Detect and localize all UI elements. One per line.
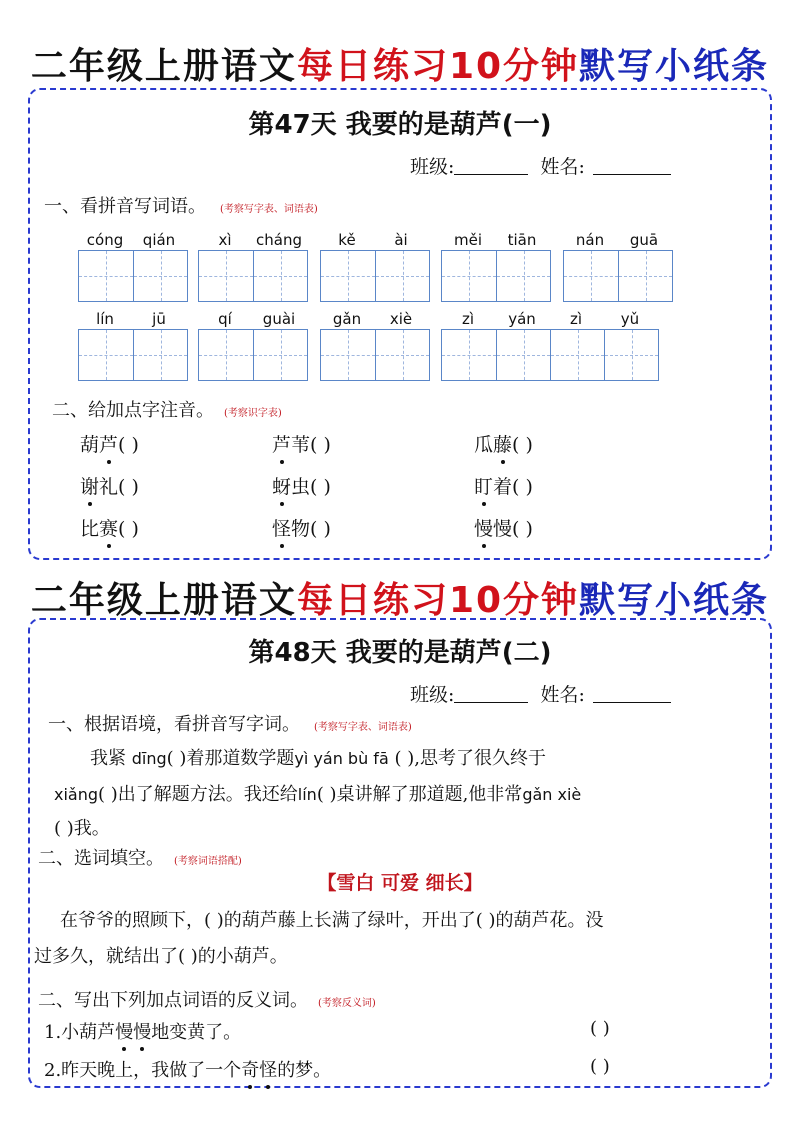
pinyin: cóng: [86, 231, 124, 249]
antonym-answer-1[interactable]: ( ): [590, 1018, 610, 1039]
writing-grid[interactable]: [78, 250, 188, 302]
banner-title-1: [0, 38, 800, 89]
banner-part-3: 默写小纸条: [579, 580, 770, 621]
fill-line-2[interactable]: 过多久，就结出了( )的小葫芦。: [34, 946, 288, 967]
phonetic-item[interactable]: 怪物( ): [272, 514, 331, 541]
section-1-heading: [48, 710, 412, 736]
pinyin: guā: [629, 231, 659, 249]
section-label: 二、选词填空。: [38, 848, 164, 869]
banner-title-2: [0, 572, 800, 623]
banner-part-2: 每日练习10分钟: [296, 46, 580, 87]
worksheet-day48: [28, 618, 772, 1088]
pinyin: qí: [218, 310, 232, 328]
phonetic-item[interactable]: 蚜虫( ): [272, 472, 331, 499]
writing-grid[interactable]: [320, 329, 430, 381]
section-note: (考察写字表、词语表): [220, 204, 318, 215]
pinyin: tiān: [507, 231, 537, 249]
worksheet-day47: [28, 88, 772, 560]
pinyin: cháng: [256, 231, 302, 249]
section-3-heading: [38, 986, 376, 1012]
section-note: (考察反义词): [318, 998, 376, 1009]
class-label: 班级:: [410, 684, 455, 706]
pinyin: nán: [575, 231, 605, 249]
context-line-2[interactable]: xiǎng( )出了解题方法。我还给lín( )桌讲解了那道题,他非常gǎn xiè: [54, 784, 582, 805]
section-label: 二、给加点字注音。: [52, 400, 214, 421]
class-name-line: [410, 680, 671, 707]
pinyin: xiè: [389, 310, 413, 328]
antonym-question-1[interactable]: 1.小葫芦慢慢地变黄了。: [44, 1018, 241, 1044]
word-bank: 【雪白 可爱 细长】: [317, 872, 483, 894]
pinyin: zì: [461, 310, 475, 328]
pinyin: guài: [262, 310, 296, 328]
pinyin: zì: [569, 310, 583, 328]
writing-grid[interactable]: [563, 250, 673, 302]
section-label: 一、根据语境，看拼音写字词。: [48, 714, 300, 735]
name-blank[interactable]: [593, 156, 671, 175]
phonetic-item[interactable]: 葫芦( ): [80, 430, 139, 457]
fill-line-1[interactable]: 在爷爷的照顾下，( )的葫芦藤上长满了绿叶，开出了( )的葫芦花。没: [60, 910, 604, 931]
phonetic-item[interactable]: 比赛( ): [80, 514, 139, 541]
pinyin: jū: [152, 310, 166, 328]
pinyin: lín: [96, 310, 114, 328]
context-line-1[interactable]: 我紧 dīng( )着那道数学题yì yán bù fā ( ),思考了很久终于: [90, 748, 546, 769]
banner-part-1: 二年级上册语文: [30, 580, 297, 621]
section-2-heading: [38, 844, 242, 870]
pinyin: yán: [508, 310, 536, 328]
section-note: (考察词语搭配): [174, 856, 242, 867]
class-name-line: [410, 152, 671, 179]
section-label: 二、写出下列加点词语的反义词。: [38, 990, 308, 1011]
name-label: 姓名:: [540, 156, 585, 178]
phonetic-item[interactable]: 谢礼( ): [80, 472, 139, 499]
section-2-heading: [52, 396, 282, 422]
phonetic-item[interactable]: 盯着( ): [474, 472, 533, 499]
antonym-question-2[interactable]: 2.昨天晚上，我做了一个奇怪的梦。: [44, 1056, 331, 1082]
pinyin: kě: [338, 231, 356, 249]
class-blank[interactable]: [454, 156, 528, 175]
antonym-answer-2[interactable]: ( ): [590, 1056, 610, 1077]
class-label: 班级:: [410, 156, 455, 178]
pinyin: xì: [218, 231, 232, 249]
phonetic-item[interactable]: 瓜藤( ): [474, 430, 533, 457]
class-blank[interactable]: [454, 684, 528, 703]
writing-grid[interactable]: [198, 250, 308, 302]
writing-grid[interactable]: [441, 329, 659, 381]
pinyin: gǎn: [332, 310, 362, 328]
phonetic-item[interactable]: 芦苇( ): [272, 430, 331, 457]
writing-grid[interactable]: [320, 250, 430, 302]
banner-part-1: 二年级上册语文: [30, 46, 297, 87]
pinyin: měi: [453, 231, 482, 249]
pinyin: yǔ: [620, 310, 640, 328]
section-label: 一、看拼音写词语。: [44, 196, 206, 217]
sheet-title: 第47天 我要的是葫芦(一): [248, 110, 552, 140]
section-1-heading: [44, 192, 318, 218]
section-note: (考察识字表): [224, 408, 282, 419]
section-note: (考察写字表、词语表): [314, 722, 412, 733]
phonetic-item[interactable]: 慢慢( ): [474, 514, 533, 541]
name-blank[interactable]: [593, 684, 671, 703]
banner-part-2: 每日练习10分钟: [296, 580, 580, 621]
writing-grid[interactable]: [441, 250, 551, 302]
name-label: 姓名:: [540, 684, 585, 706]
writing-grid[interactable]: [78, 329, 188, 381]
pinyin: ài: [394, 231, 408, 249]
banner-part-3: 默写小纸条: [579, 46, 770, 87]
sheet-title: 第48天 我要的是葫芦(二): [248, 638, 552, 668]
writing-grid[interactable]: [198, 329, 308, 381]
context-line-3[interactable]: ( )我。: [54, 818, 110, 839]
pinyin: qián: [142, 231, 176, 249]
